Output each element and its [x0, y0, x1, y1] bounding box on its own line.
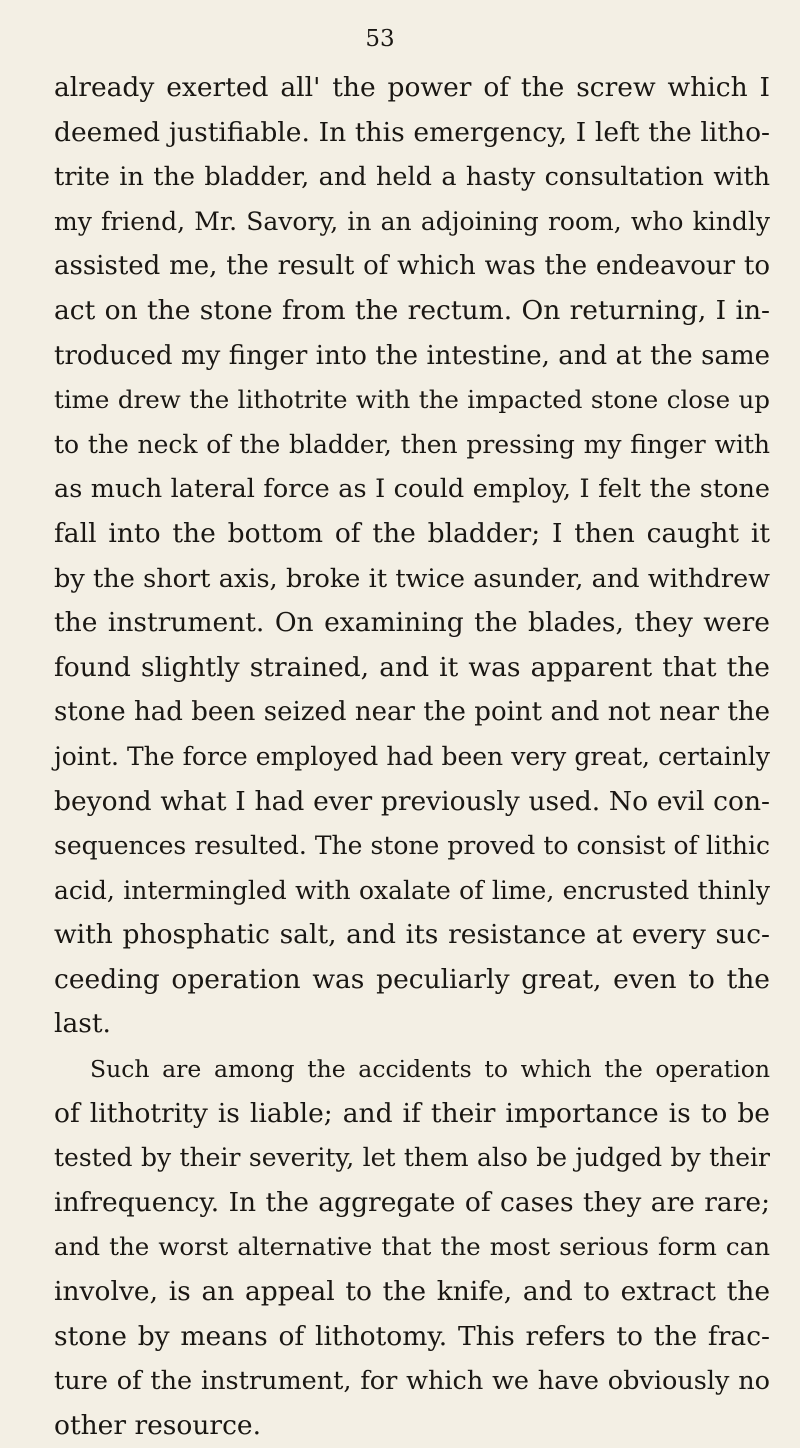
- text-line: sequences resulted. The stone proved to consist of lithic: [54, 831, 770, 861]
- text-line: beyond what I had ever previously used. No evil con-: [54, 785, 770, 817]
- text-line: joint. The force employed had been very great, certainly: [54, 741, 770, 771]
- text-line: ceeding operation was peculiarly great, even to the: [54, 963, 770, 995]
- text-line: the instrument. On examining the blades, they were: [54, 607, 770, 639]
- text-line: and the worst alternative that the most serious form can: [54, 1232, 770, 1262]
- text-line: other resource.: [54, 1409, 262, 1441]
- text-line: deemed justifiable. In this emergency, I left the litho-: [54, 116, 770, 148]
- text-line: stone by means of lithotomy. This refers to the frac-: [54, 1320, 770, 1352]
- text-line: stone had been seized near the point and not near the: [54, 697, 770, 728]
- text-line: fall into the bottom of the bladder; I then caught it: [54, 517, 770, 549]
- text-line: by the short axis, broke it twice asunder, and withdrew: [54, 563, 770, 594]
- page-number: 53: [365, 26, 395, 52]
- text-line: act on the stone from the rectum. On returning, I in-: [54, 294, 770, 326]
- text-line: ture of the instrument, for which we have obviously no: [54, 1366, 770, 1397]
- text-line: my friend, Mr. Savory, in an adjoining room, who kindly: [54, 206, 770, 236]
- text-line: last.: [54, 1008, 111, 1040]
- text-line: infrequency. In the aggregate of cases they are rare;: [54, 1186, 770, 1218]
- text-line: assisted me, the result of which was the endeavour to: [54, 251, 770, 282]
- text-line: trite in the bladder, and held a hasty consultation with: [54, 162, 770, 193]
- text-line: with phosphatic salt, and its resistance at every suc-: [54, 919, 770, 951]
- text-line: Such are among the accidents to which the operation: [90, 1055, 770, 1084]
- text-line: already exerted all' the power of the screw which I: [54, 72, 770, 103]
- text-line: time drew the lithotrite with the impacted stone close up: [54, 385, 770, 415]
- text-line: to the neck of the bladder, then pressing my finger with: [54, 429, 770, 459]
- text-line: involve, is an appeal to the knife, and to extract the: [54, 1276, 770, 1308]
- body-text: [54, 66, 770, 1448]
- text-line: found slightly strained, and it was apparent that the: [54, 651, 770, 683]
- text-line: acid, intermingled with oxalate of lime, encrusted thinly: [54, 875, 770, 905]
- text-line: tested by their severity, let them also be judged by their: [54, 1143, 770, 1173]
- text-line: as much lateral force as I could employ, I felt the stone: [54, 474, 770, 505]
- text-line: of lithotrity is liable; and if their importance is to be: [54, 1097, 770, 1129]
- text-line: troduced my finger into the intestine, and at the same: [54, 340, 770, 371]
